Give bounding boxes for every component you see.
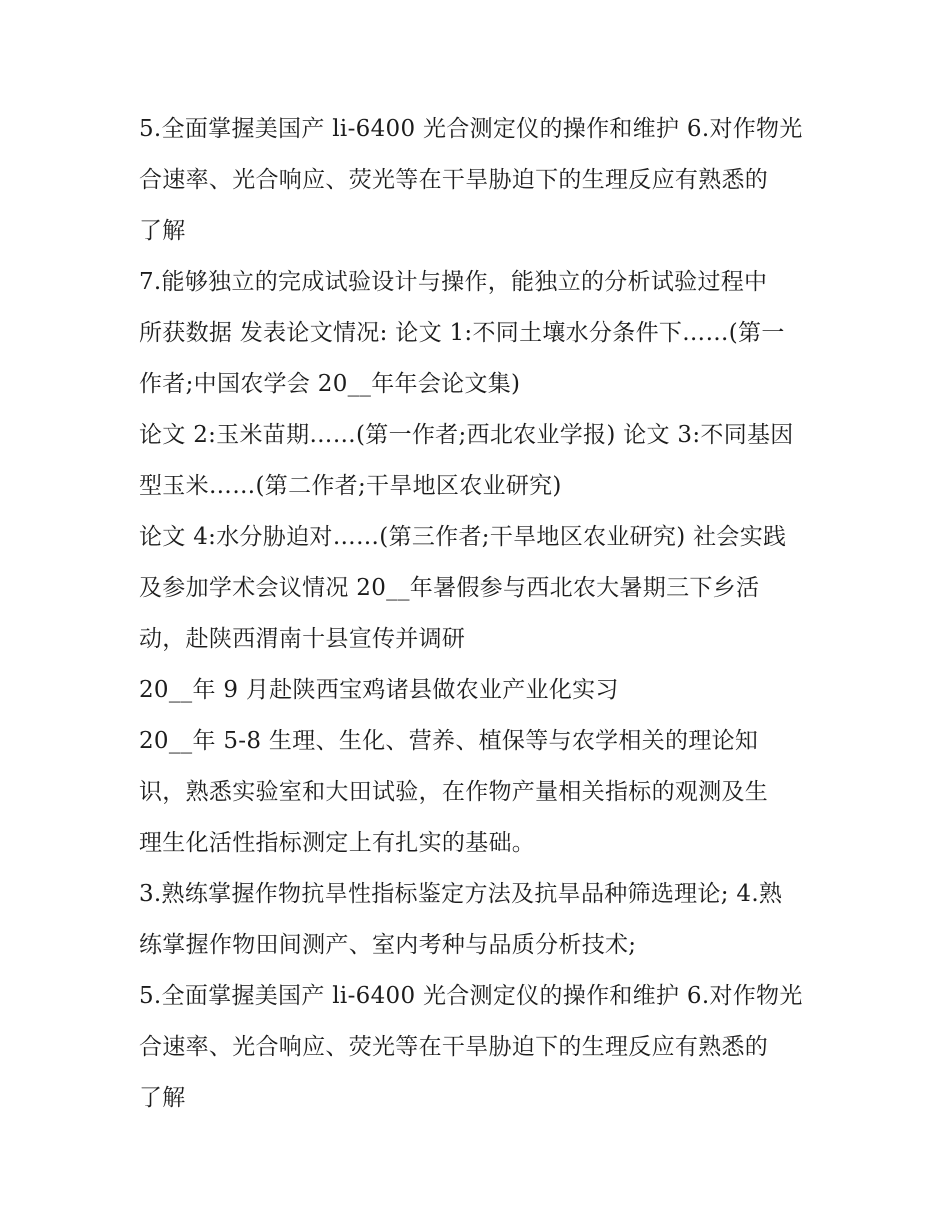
text-line: 了解 — [139, 1085, 186, 1111]
text-line: 7.能够独立的完成试验设计与操作，能独立的分析试验过程中 — [139, 269, 768, 295]
text-line: 了解 — [139, 218, 186, 244]
text-line: 5.全面掌握美国产 li-6400 光合测定仪的操作和维护 6.对作物光 — [139, 116, 803, 142]
text-line: 20__年 5-8 生理、生化、营养、植保等与农学相关的理论知 — [139, 728, 759, 754]
text-line: 所获数据 发表论文情况: 论文 1:不同土壤水分条件下……(第一 — [139, 320, 785, 346]
text-line: 合速率、光合响应、荧光等在干旱胁迫下的生理反应有熟悉的 — [139, 1034, 769, 1060]
text-line: 识，熟悉实验室和大田试验，在作物产量相关指标的观测及生 — [139, 779, 769, 805]
document-body — [139, 104, 819, 1124]
text-line: 动，赴陕西渭南十县宣传并调研 — [139, 626, 466, 652]
text-line: 及参加学术会议情况 20__年暑假参与西北农大暑期三下乡活 — [139, 575, 760, 601]
text-line: 作者;中国农学会 20__年年会论文集) — [139, 371, 521, 397]
text-line: 型玉米……(第二作者;干旱地区农业研究) — [139, 473, 562, 499]
text-line: 论文 2:玉米苗期……(第一作者;西北农业学报) 论文 3:不同基因 — [139, 422, 794, 448]
text-line: 20__年 9 月赴陕西宝鸡诸县做农业产业化实习 — [139, 677, 619, 703]
text-line: 3.熟练掌握作物抗旱性指标鉴定方法及抗旱品种筛选理论; 4.熟 — [139, 881, 783, 907]
text-line: 5.全面掌握美国产 li-6400 光合测定仪的操作和维护 6.对作物光 — [139, 983, 803, 1009]
text-line: 理生化活性指标测定上有扎实的基础。 — [139, 830, 536, 856]
text-line: 论文 4:水分胁迫对……(第三作者;干旱地区农业研究) 社会实践 — [139, 524, 787, 550]
text-line: 练掌握作物田间测产、室内考种与品质分析技术; — [139, 932, 637, 958]
text-line: 合速率、光合响应、荧光等在干旱胁迫下的生理反应有熟悉的 — [139, 167, 769, 193]
